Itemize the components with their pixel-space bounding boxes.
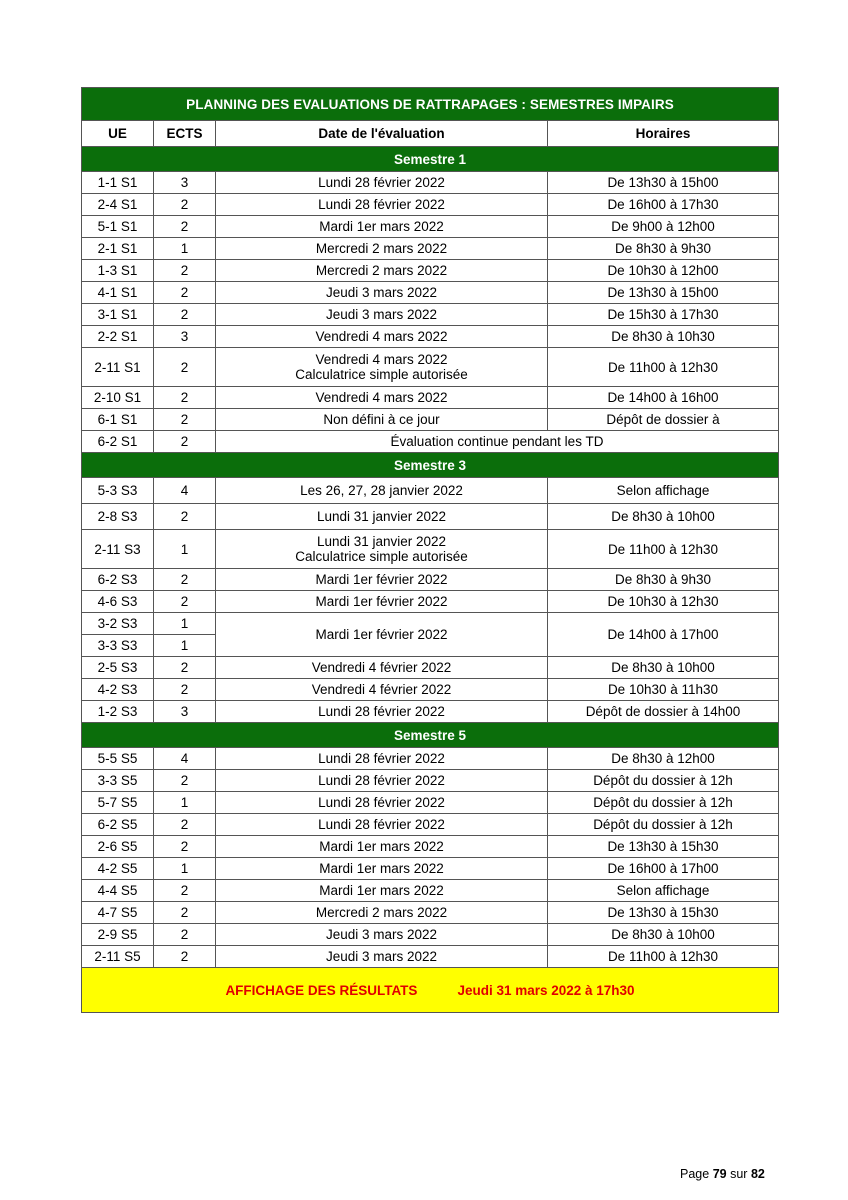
date-cell: Jeudi 3 mars 2022: [216, 924, 548, 946]
ue-cell: 5-7 S5: [82, 792, 154, 814]
ue-cell: 6-1 S1: [82, 409, 154, 431]
ects-cell: 2: [154, 260, 216, 282]
horaires-cell: De 8h30 à 10h00: [548, 504, 779, 530]
merged-cell: Évaluation continue pendant les TD: [216, 431, 779, 453]
table-row: [82, 902, 779, 924]
planning-table: [81, 87, 779, 1013]
ects-cell: 2: [154, 431, 216, 453]
ects-cell: 1: [154, 613, 216, 635]
horaires-cell: De 10h30 à 12h00: [548, 260, 779, 282]
horaires-cell: Dépôt de dossier à: [548, 409, 779, 431]
semester-1-header: [82, 147, 779, 172]
results-footer-row: [82, 968, 779, 1013]
date-cell: Lundi 28 février 2022: [216, 194, 548, 216]
table-row: [82, 304, 779, 326]
date-cell: Mardi 1er mars 2022: [216, 880, 548, 902]
table-row: [82, 657, 779, 679]
ue-cell: 3-3 S5: [82, 770, 154, 792]
date-cell: Lundi 28 février 2022: [216, 792, 548, 814]
col-header-horaires: Horaires: [548, 121, 779, 147]
col-header-date: Date de l'évaluation: [216, 121, 548, 147]
ects-cell: 3: [154, 326, 216, 348]
ue-cell: 2-11 S5: [82, 946, 154, 968]
date-cell: Mardi 1er mars 2022: [216, 216, 548, 238]
ue-cell: 2-11 S1: [82, 348, 154, 387]
ects-cell: 2: [154, 348, 216, 387]
ects-cell: 2: [154, 304, 216, 326]
semester-label: Semestre 1: [82, 147, 779, 172]
table-row: [82, 770, 779, 792]
horaires-cell: Dépôt du dossier à 12h: [548, 792, 779, 814]
date-cell: Jeudi 3 mars 2022: [216, 282, 548, 304]
ects-cell: 2: [154, 770, 216, 792]
ects-cell: 2: [154, 924, 216, 946]
table-row: [82, 348, 779, 387]
table-row: [82, 216, 779, 238]
date-cell: Mercredi 2 mars 2022: [216, 238, 548, 260]
date-cell: Jeudi 3 mars 2022: [216, 946, 548, 968]
date-line: Lundi 31 janvier 2022: [316, 534, 447, 549]
horaires-cell: Dépôt du dossier à 12h: [548, 770, 779, 792]
table-row: [82, 530, 779, 569]
ue-cell: 2-9 S5: [82, 924, 154, 946]
horaires-cell: Selon affichage: [548, 880, 779, 902]
table-row: [82, 613, 779, 635]
ects-cell: 2: [154, 880, 216, 902]
ue-cell: 1-2 S3: [82, 701, 154, 723]
horaires-cell: De 11h00 à 12h30: [548, 946, 779, 968]
table-row: [82, 701, 779, 723]
ue-cell: 4-6 S3: [82, 591, 154, 613]
date-cell: Lundi 28 février 2022: [216, 748, 548, 770]
date-cell: Jeudi 3 mars 2022: [216, 304, 548, 326]
ects-cell: 2: [154, 569, 216, 591]
ects-cell: 3: [154, 172, 216, 194]
table-row: [82, 748, 779, 770]
horaires-cell: De 10h30 à 11h30: [548, 679, 779, 701]
semester-label: Semestre 3: [82, 453, 779, 478]
table-title: PLANNING DES EVALUATIONS DE RATTRAPAGES : SEMESTRES IMPAIRS: [82, 88, 779, 121]
ue-cell: 1-3 S1: [82, 260, 154, 282]
date-cell: [216, 530, 548, 569]
title-row: [82, 88, 779, 121]
horaires-cell: Dépôt de dossier à 14h00: [548, 701, 779, 723]
table-row: [82, 858, 779, 880]
horaires-cell: De 14h00 à 17h00: [548, 613, 779, 657]
table-row: [82, 431, 779, 453]
horaires-cell: De 16h00 à 17h00: [548, 858, 779, 880]
ue-cell: 2-6 S5: [82, 836, 154, 858]
table-row: [82, 172, 779, 194]
semester-label: Semestre 5: [82, 723, 779, 748]
page-total: 82: [750, 1167, 765, 1181]
date-cell: Lundi 28 février 2022: [216, 701, 548, 723]
ects-cell: 2: [154, 194, 216, 216]
ects-cell: 2: [154, 387, 216, 409]
ue-cell: 4-7 S5: [82, 902, 154, 924]
ects-cell: 2: [154, 902, 216, 924]
table-row: [82, 504, 779, 530]
table-row: [82, 792, 779, 814]
ects-cell: 2: [154, 679, 216, 701]
table-row: [82, 946, 779, 968]
date-cell: Lundi 28 février 2022: [216, 172, 548, 194]
ue-cell: 6-2 S3: [82, 569, 154, 591]
horaires-cell: De 8h30 à 9h30: [548, 569, 779, 591]
horaires-cell: De 9h00 à 12h00: [548, 216, 779, 238]
table-row: [82, 569, 779, 591]
horaires-cell: De 13h30 à 15h30: [548, 902, 779, 924]
date-note: Calculatrice simple autorisée: [295, 549, 468, 564]
date-cell: Mardi 1er mars 2022: [216, 836, 548, 858]
ue-cell: 5-1 S1: [82, 216, 154, 238]
horaires-cell: De 11h00 à 12h30: [548, 530, 779, 569]
ects-cell: 1: [154, 635, 216, 657]
horaires-cell: De 14h00 à 16h00: [548, 387, 779, 409]
horaires-cell: De 8h30 à 9h30: [548, 238, 779, 260]
date-cell: Les 26, 27, 28 janvier 2022: [216, 478, 548, 504]
date-line: Vendredi 4 mars 2022: [315, 352, 448, 367]
ects-cell: 1: [154, 238, 216, 260]
ue-cell: 2-5 S3: [82, 657, 154, 679]
ue-cell: 5-3 S3: [82, 478, 154, 504]
header-row: [82, 121, 779, 147]
horaires-cell: De 8h30 à 10h30: [548, 326, 779, 348]
semester-3-header: [82, 453, 779, 478]
date-cell: Mardi 1er mars 2022: [216, 858, 548, 880]
ects-cell: 1: [154, 858, 216, 880]
results-label: AFFICHAGE DES RÉSULTATS: [225, 982, 418, 998]
date-cell: Lundi 31 janvier 2022: [216, 504, 548, 530]
ue-cell: 2-11 S3: [82, 530, 154, 569]
horaires-cell: De 16h00 à 17h30: [548, 194, 779, 216]
ects-cell: 2: [154, 946, 216, 968]
ects-cell: 2: [154, 216, 216, 238]
ects-cell: 2: [154, 814, 216, 836]
table-row: [82, 679, 779, 701]
ue-cell: 4-1 S1: [82, 282, 154, 304]
date-cell: Mardi 1er février 2022: [216, 613, 548, 657]
page-current: 79: [712, 1167, 727, 1181]
ue-cell: 1-1 S1: [82, 172, 154, 194]
ects-cell: 2: [154, 504, 216, 530]
ue-cell: 2-8 S3: [82, 504, 154, 530]
ue-cell: 3-1 S1: [82, 304, 154, 326]
ue-cell: 6-2 S1: [82, 431, 154, 453]
col-header-ue: UE: [82, 121, 154, 147]
page-sep: sur: [730, 1167, 748, 1181]
table-row: [82, 924, 779, 946]
ue-cell: 2-1 S1: [82, 238, 154, 260]
ue-cell: 2-10 S1: [82, 387, 154, 409]
date-cell: Vendredi 4 février 2022: [216, 679, 548, 701]
horaires-cell: Selon affichage: [548, 478, 779, 504]
ue-cell: 4-4 S5: [82, 880, 154, 902]
table-row: [82, 836, 779, 858]
page-prefix: Page: [680, 1167, 710, 1181]
horaires-cell: De 11h00 à 12h30: [548, 348, 779, 387]
horaires-cell: De 15h30 à 17h30: [548, 304, 779, 326]
table-row: [82, 814, 779, 836]
ects-cell: 1: [154, 530, 216, 569]
horaires-cell: Dépôt du dossier à 12h: [548, 814, 779, 836]
date-cell: Lundi 28 février 2022: [216, 770, 548, 792]
ects-cell: 3: [154, 701, 216, 723]
date-cell: Non défini à ce jour: [216, 409, 548, 431]
ects-cell: 2: [154, 591, 216, 613]
date-cell: Mardi 1er février 2022: [216, 569, 548, 591]
table-row: [82, 409, 779, 431]
ects-cell: 1: [154, 792, 216, 814]
table-row: [82, 326, 779, 348]
ue-cell: 3-3 S3: [82, 635, 154, 657]
date-cell: Vendredi 4 février 2022: [216, 657, 548, 679]
ects-cell: 2: [154, 409, 216, 431]
ue-cell: 2-4 S1: [82, 194, 154, 216]
date-cell: Vendredi 4 mars 2022: [216, 387, 548, 409]
ue-cell: 2-2 S1: [82, 326, 154, 348]
table-row: [82, 260, 779, 282]
ects-cell: 4: [154, 478, 216, 504]
horaires-cell: De 8h30 à 10h00: [548, 924, 779, 946]
ue-cell: 5-5 S5: [82, 748, 154, 770]
table-row: [82, 282, 779, 304]
table-row: [82, 591, 779, 613]
date-cell: Mercredi 2 mars 2022: [216, 260, 548, 282]
date-cell: [216, 348, 548, 387]
horaires-cell: De 8h30 à 12h00: [548, 748, 779, 770]
date-note: Calculatrice simple autorisée: [295, 367, 468, 382]
ects-cell: 2: [154, 836, 216, 858]
ue-cell: 6-2 S5: [82, 814, 154, 836]
ue-cell: 3-2 S3: [82, 613, 154, 635]
table-row: [82, 387, 779, 409]
horaires-cell: De 10h30 à 12h30: [548, 591, 779, 613]
ects-cell: 2: [154, 657, 216, 679]
ects-cell: 2: [154, 282, 216, 304]
col-header-ects: ECTS: [154, 121, 216, 147]
date-cell: Vendredi 4 mars 2022: [216, 326, 548, 348]
ue-cell: 4-2 S3: [82, 679, 154, 701]
horaires-cell: De 8h30 à 10h00: [548, 657, 779, 679]
table-row: [82, 478, 779, 504]
results-date: Jeudi 31 mars 2022 à 17h30: [457, 982, 635, 998]
date-cell: Mercredi 2 mars 2022: [216, 902, 548, 924]
ects-cell: 4: [154, 748, 216, 770]
table-row: [82, 238, 779, 260]
horaires-cell: De 13h30 à 15h00: [548, 172, 779, 194]
table-row: [82, 194, 779, 216]
horaires-cell: De 13h30 à 15h30: [548, 836, 779, 858]
date-cell: Lundi 28 février 2022: [216, 814, 548, 836]
ue-cell: 4-2 S5: [82, 858, 154, 880]
semester-5-header: [82, 723, 779, 748]
horaires-cell: De 13h30 à 15h00: [548, 282, 779, 304]
date-cell: Mardi 1er février 2022: [216, 591, 548, 613]
results-footer: [82, 968, 779, 1013]
table-row: [82, 880, 779, 902]
page-number: [680, 1167, 765, 1181]
